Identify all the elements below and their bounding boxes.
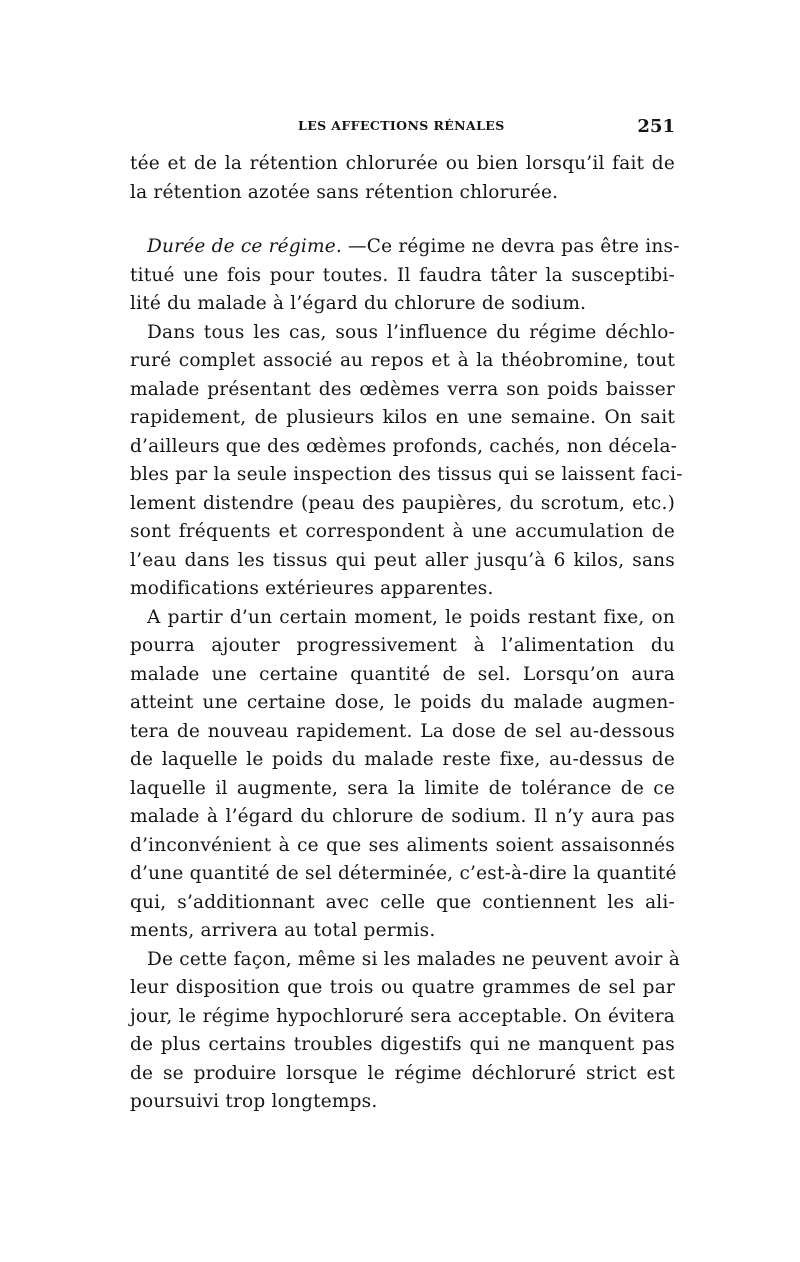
text-line: malade à l’égard du chlorure de sodium. Il n’y aura pas (130, 806, 675, 827)
text-line: titué une fois pour toutes. Il faudra tâter la susceptibi- (130, 264, 675, 286)
text-line: la rétention azotée sans rétention chlorurée. (130, 181, 559, 203)
text-line: malade une certaine quantité de sel. Lorsqu’on aura (130, 663, 675, 685)
page-number: 251 (637, 116, 675, 137)
text-line: laquelle il augmente, sera la limite de tolérance de ce (130, 777, 675, 799)
body-text (130, 150, 683, 1117)
text-line: modifications extérieures apparentes. (130, 578, 494, 599)
text-line: poursuivi trop longtemps. (130, 1091, 378, 1112)
text-line: d’une quantité de sel déterminée, c’est-à-dire la quantité (130, 863, 677, 884)
text-line: ments, arrivera au total permis. (130, 920, 436, 941)
paragraph (130, 150, 675, 207)
text-line: lité du malade à l’égard du chlorure de sodium. (130, 293, 587, 314)
text-line: A partir d’un certain moment, le poids restant fixe, on (147, 606, 675, 628)
text-line: de plus certains troubles digestifs qui ne manquent pas (130, 1034, 675, 1055)
text-run: —Ce régime ne devra pas être ins- (341, 236, 680, 257)
paragraph-gap (130, 207, 675, 233)
section-heading: Durée de ce régime. (147, 236, 342, 257)
text-line: qui, s’additionnant avec celle que contiennent les ali- (130, 891, 675, 913)
text-line: lement distendre (peau des paupières, du scrotum, etc.) (130, 492, 675, 514)
text-line: de se produire lorsque le régime déchloruré strict est (130, 1062, 675, 1084)
text-line: d’inconvénient à ce que ses aliments soient assaisonnés (130, 834, 675, 856)
text-line: Dans tous les cas, sous l’influence du régime déchlo- (147, 321, 675, 343)
text-line: sont fréquents et correspondent à une accumulation de (130, 521, 675, 542)
text-line: d’ailleurs que des œdèmes profonds, cachés, non décela- (130, 435, 678, 457)
text-line: bles par la seule inspection des tissus qui se laissent faci- (130, 464, 683, 485)
text-line: l’eau dans les tissus qui peut aller jusqu’à 6 kilos, sans (130, 549, 675, 571)
text-line: ruré complet associé au repos et à la théobromine, tout (130, 350, 675, 371)
paragraph (130, 604, 675, 946)
text-line (130, 233, 680, 262)
running-header (130, 116, 675, 138)
paragraph (130, 233, 680, 319)
text-line: malade présentant des œdèmes verra son poids baisser (130, 378, 675, 400)
text-line: jour, le régime hypochloruré sera acceptable. On évitera (130, 1005, 675, 1027)
text-line: de laquelle le poids du malade reste fixe, au-dessus de (130, 749, 675, 770)
text-line: tée et de la rétention chlorurée ou bien lorsqu’il fait de (130, 153, 675, 174)
text-line: atteint une certaine dose, le poids du malade augmen- (130, 692, 675, 713)
running-title: LES AFFECTIONS RÉNALES (298, 118, 505, 133)
text-line: De cette façon, même si les malades ne peuvent avoir à (147, 948, 680, 970)
text-line: leur disposition que trois ou quatre grammes de sel par (130, 977, 675, 998)
text-line: rapidement, de plusieurs kilos en une semaine. On sait (130, 407, 675, 428)
paragraph (130, 319, 683, 604)
text-line: pourra ajouter progressivement à l’alimentation du (130, 635, 675, 656)
paragraph (130, 946, 680, 1117)
text-line: tera de nouveau rapidement. La dose de sel au-dessous (130, 720, 675, 742)
